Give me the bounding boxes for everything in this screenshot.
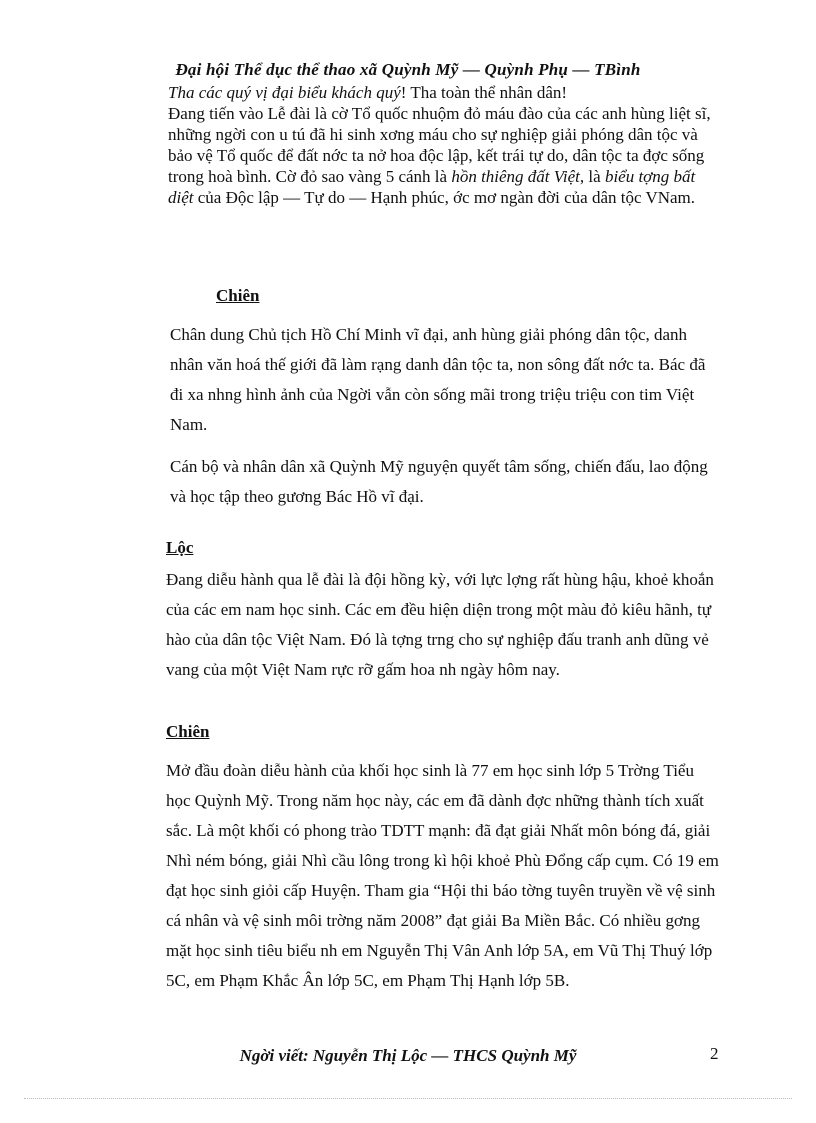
section1-body — [170, 320, 722, 512]
section3-paragraph-1: Mở đầu đoàn diễu hành của khối học sinh là 77 em học sinh lớp 5 Trờng Tiểu học Quỳnh Mỹ. Trong năm học này, các em đã dành đợc những thành tích xuất sắc. Là một khối có phong trào TDTT mạnh: đã đạt giải Nhất môn bóng đá, giải Nhì ném bóng, giải Nhì cầu lông trong kì hội khoẻ Phù Đổng cấp cụm. Có 19 em đạt học sinh giỏi cấp Huyện. Tham gia “Hội thi báo tờng tuyên truyền về vệ sinh cá nhân và vệ sinh môi trờng năm 2008” đạt giải Ba Miền Bắc. Có nhiều gơng mặt học sinh tiêu biểu nh em Nguyễn Thị Vân Anh lớp 5A, em Vũ Thị Thuý lớp 5C, em Phạm Khắc Ân lớp 5C, em Phạm Thị Hạnh lớp 5B. — [166, 761, 719, 990]
intro-text-a: Đang tiến vào Lễ đài là cờ Tổ quốc nhuộm đỏ máu đào của các anh hùng liệt sĩ, những ngời con u tú đã hi sinh xơng máu cho sự nghiệp giải phóng dân tộc và bảo vệ Tổ quốc để đất nớc ta nở hoa độc lập, kết trái tự do, dân tộc ta đợc sống trong hoà bình. Cờ đỏ sao vàng 5 cánh là — [168, 104, 711, 186]
section3-body — [166, 756, 722, 996]
page-header: Đại hội Thể dục thể thao xã Quỳnh Mỹ — Quỳnh Phụ — TBình — [175, 60, 641, 79]
greeting-rest: ! Tha toàn thể nhân dân! — [400, 83, 568, 102]
greeting-line — [168, 82, 720, 103]
intro-paragraph — [168, 103, 720, 208]
greeting-italic: Tha các quý vị đại biểu khách quý — [168, 83, 401, 102]
intro-italic-2: biểu tợng bất diệt — [168, 167, 696, 207]
section2-heading: Lộc — [166, 538, 194, 557]
section1-heading: Chiên — [216, 286, 260, 305]
section2-body — [166, 565, 722, 685]
section1-paragraph-1: Chân dung Chủ tịch Hồ Chí Minh vĩ đại, anh hùng giải phóng dân tộc, danh nhân văn hoá thế giới đã làm rạng danh dân tộc ta, non sông đất nớc ta. Bác đã đi xa nhng hình ảnh của Ngời vẫn còn sống mãi trong triệu triệu con tim Việt Nam. — [170, 325, 706, 434]
section3-heading: Chiên — [166, 722, 210, 741]
section1-paragraph-2: Cán bộ và nhân dân xã Quỳnh Mỹ nguyện quyết tâm sống, chiến đấu, lao động và học tập theo gương Bác Hồ vĩ đại. — [170, 457, 708, 506]
intro-text-b: , là — [579, 167, 605, 186]
page-number: 2 — [710, 1044, 719, 1063]
page-footer: Ngời viết: Nguyễn Thị Lộc — THCS Quỳnh Mỹ — [239, 1046, 577, 1065]
page-bottom-rule — [24, 1098, 792, 1099]
section2-paragraph-1: Đang diễu hành qua lễ đài là đội hồng kỳ, với lực lợng rất hùng hậu, khoẻ khoắn của các em nam học sinh. Các em đều hiện diện trong một màu đỏ kiêu hãnh, tự hào của dân tộc Việt Nam. Đó là tợng trng cho sự nghiệp đấu tranh anh dũng vẻ vang của một Việt Nam rực rỡ gấm hoa nh ngày hôm nay. — [166, 570, 714, 679]
intro-italic-1: hồn thiêng đất Việt — [451, 167, 580, 186]
intro-text-c: của Độc lập — Tự do — Hạnh phúc, ớc mơ ngàn đời của dân tộc VNam. — [193, 188, 696, 207]
intro-section — [168, 82, 720, 208]
